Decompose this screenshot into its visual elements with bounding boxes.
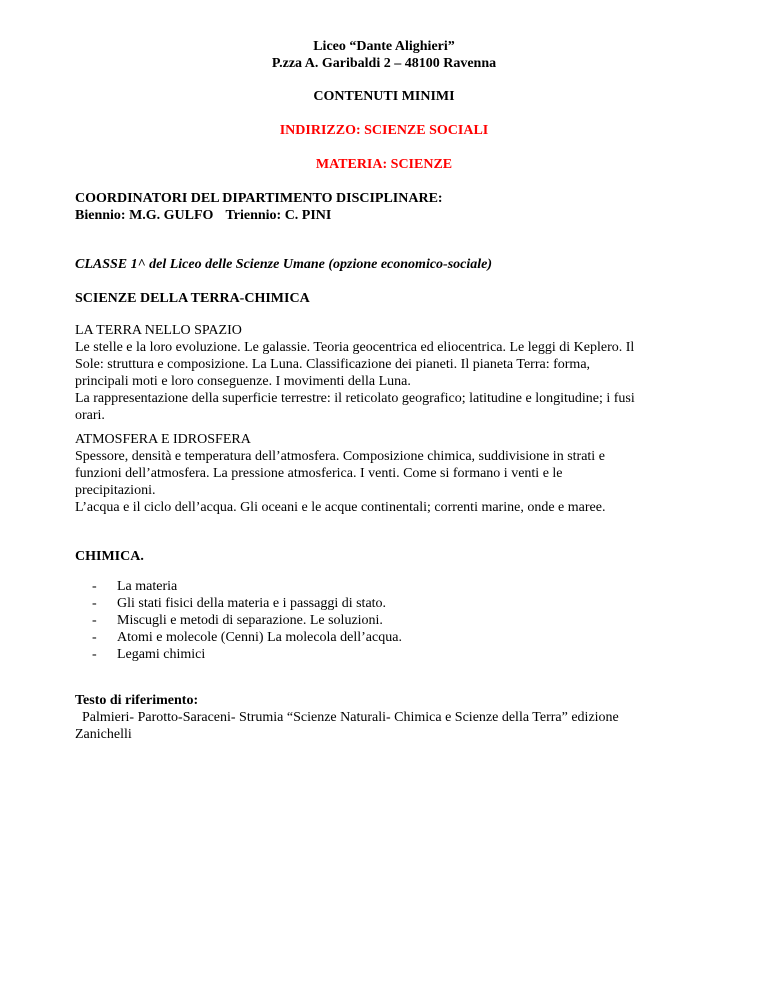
atmosfera-line: L’acqua e il ciclo dell’acqua. Gli oceani e le acque continentali; correnti marine, onde e maree.: [75, 500, 606, 515]
terra-spazio-line: orari.: [75, 408, 105, 423]
atmosfera-section: [75, 431, 697, 516]
list-item: [75, 629, 697, 646]
chimica-list-block: [75, 578, 697, 663]
school-address: P.zza A. Garibaldi 2 – 48100 Ravenna: [271, 56, 497, 71]
list-item: [75, 646, 697, 663]
list-bullet: -: [92, 630, 97, 645]
testo-heading: Testo di riferimento:: [75, 693, 199, 708]
school-name: Liceo “Dante Alighieri”: [313, 39, 455, 54]
list-item-text: Atomi e molecole (Cenni) La molecola dell’acqua.: [117, 630, 402, 645]
list-bullet: -: [92, 613, 97, 628]
section-title: SCIENZE DELLA TERRA-CHIMICA: [75, 291, 310, 306]
materia-line: MATERIA: SCIENZE: [315, 157, 453, 172]
classe-line: CLASSE 1^ del Liceo delle Scienze Umane (opzione economico-sociale): [75, 257, 493, 272]
atmosfera-line: precipitazioni.: [75, 483, 156, 498]
list-item: [75, 578, 697, 595]
terra-spazio-line: Le stelle e la loro evoluzione. Le galassie. Teoria geocentrica ed eliocentrica. Le leggi di Keplero. Il: [75, 340, 635, 355]
atmosfera-line: Spessore, densità e temperatura dell’atmosfera. Composizione chimica, suddivisione in strati e: [75, 449, 605, 464]
indirizzo-line: INDIRIZZO: SCIENZE SOCIALI: [279, 123, 489, 138]
list-item: [75, 595, 697, 612]
terra-spazio-line: principali moti e loro conseguenze. I movimenti della Luna.: [75, 374, 411, 389]
list-item-text: Legami chimici: [117, 647, 206, 662]
terra-spazio-line: La rappresentazione della superficie terrestre: il reticolato geografico; latitudine e longitudine; i fusi: [75, 391, 635, 406]
list-item-text: Gli stati fisici della materia e i passaggi di stato.: [117, 596, 387, 611]
list-bullet: -: [92, 647, 97, 662]
coordinators-block: [75, 190, 697, 224]
biennio-label: Biennio: M.G. GULFO: [75, 208, 214, 223]
triennio-label: Triennio: C. PINI: [225, 208, 332, 223]
terra-spazio-line: Sole: struttura e composizione. La Luna. Classificazione dei pianeti. Il pianeta Terra: forma,: [75, 357, 591, 372]
chimica-list: [75, 578, 697, 663]
terra-spazio-heading: LA TERRA NELLO SPAZIO: [75, 323, 242, 338]
document-title: CONTENUTI MINIMI: [313, 89, 455, 104]
coordinators-names: [75, 207, 697, 224]
chimica-heading: CHIMICA.: [75, 549, 144, 564]
testo-section: [75, 692, 697, 743]
list-bullet: -: [92, 579, 97, 594]
testo-line: Palmieri- Parotto-Saraceni- Strumia “Scienze Naturali- Chimica e Scienze della Terra” edizione: [75, 710, 619, 725]
list-bullet: -: [92, 596, 97, 611]
coordinators-heading: COORDINATORI DEL DIPARTIMENTO DISCIPLINARE:: [75, 191, 443, 206]
list-item-text: La materia: [117, 579, 178, 594]
list-item-text: Miscugli e metodi di separazione. Le soluzioni.: [117, 613, 383, 628]
testo-line: Zanichelli: [75, 727, 132, 742]
atmosfera-heading: ATMOSFERA E IDROSFERA: [75, 432, 251, 447]
terra-spazio-section: [75, 322, 697, 424]
atmosfera-line: funzioni dell’atmosfera. La pressione atmosferica. I venti. Come si formano i venti e le: [75, 466, 563, 481]
list-item: [75, 612, 697, 629]
